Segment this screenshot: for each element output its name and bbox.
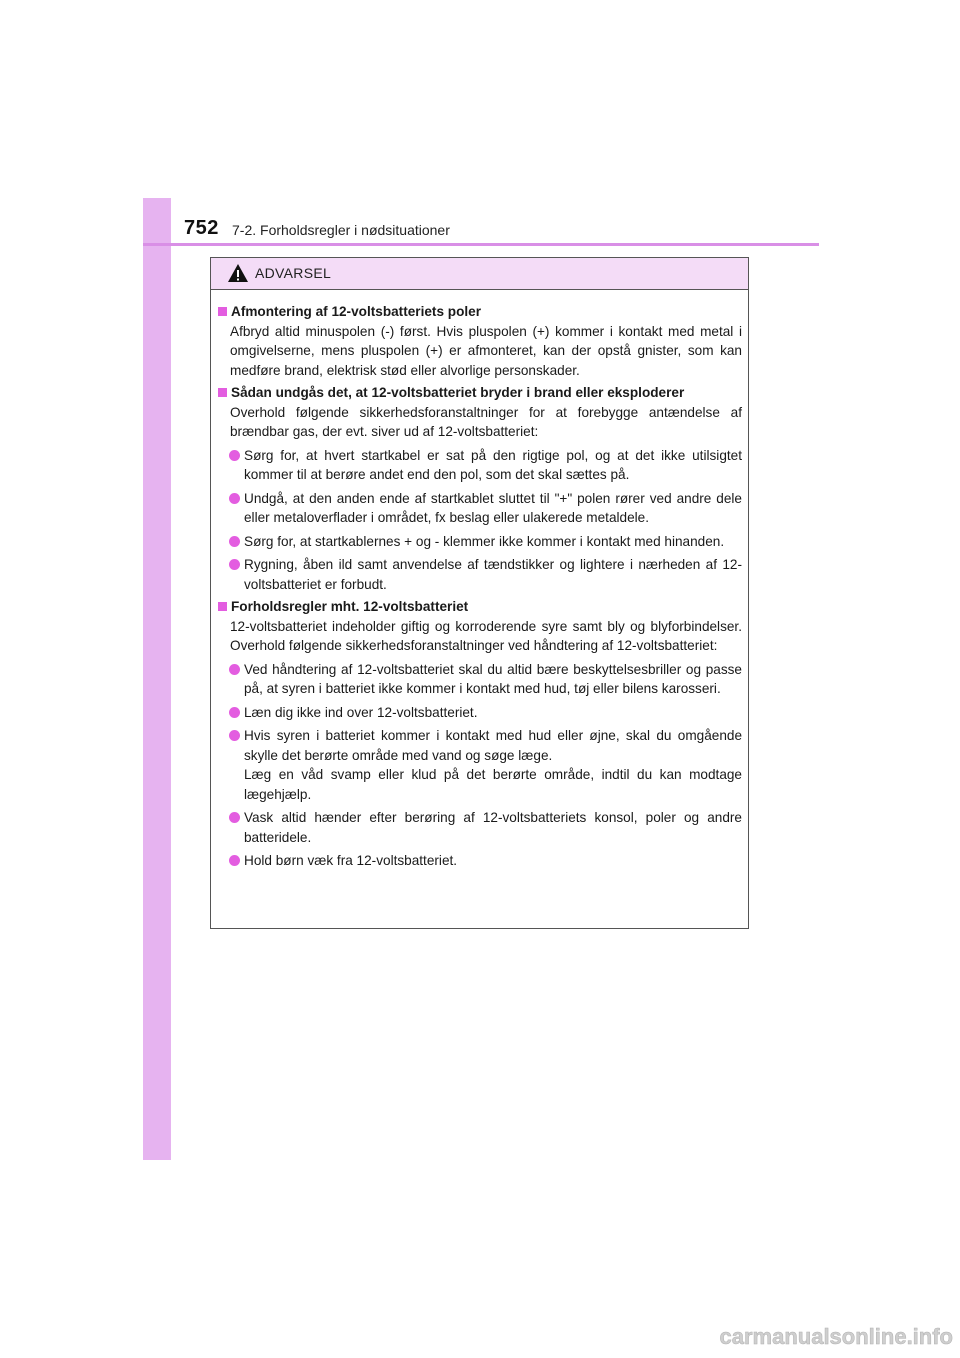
list-item-text: Sørg for, at startkablernes + og - klemmer ikke kommer i kontakt med hinanden. [244,533,725,549]
circle-bullet-icon [229,855,240,866]
list-item-text-block [244,726,742,804]
list-item [218,446,742,485]
list-item [218,726,742,804]
list-item-extra-text: Læg en våd svamp eller klud på det berørte område, indtil du kan modtage lægehjælp. [244,767,742,802]
circle-bullet-icon [229,450,240,461]
circle-bullet-icon [229,812,240,823]
section-heading-text: Forholdsregler mht. 12-voltsbatteriet [231,599,469,614]
list-item-text: Rygning, åben ild samt anvendelse af tændstikker og lightere i nærheden af 12-voltsbatteriet er forbudt. [244,557,742,592]
section-heading-text: Sådan undgås det, at 12-voltsbatteriet bryder i brand eller eksploderer [231,385,685,400]
list-item-text: Ved håndtering af 12-voltsbatteriet skal du altid bære beskyttelsesbriller og passe på, at syren i batteriet ikke kommer i kontakt med hud, tøj eller bilens karosseri. [244,661,742,696]
warning-header [211,258,748,290]
circle-bullet-icon [229,664,240,675]
chapter-sidebar-tab [143,198,171,1160]
list-item-text: Hold børn væk fra 12-voltsbatteriet. [244,853,458,868]
section-title: 7-2. Forholdsregler i nødsituationer [232,222,450,238]
list-item-text: Undgå, at den anden ende af startkablet sluttet til "+" polen rører ved andre dele eller metaloverflader i området, fx beslag eller ulakerede metaldele. [244,490,742,525]
square-bullet-icon [218,602,227,611]
circle-bullet-icon [229,559,240,570]
section-paragraph: 12-voltsbatteriet indeholder giftig og korroderende syre samt bly og blyforbindelser. Overhold følgende sikkerhedsforanstaltninger ved håndtering af 12-voltsbatteriet: [230,618,742,653]
list-item-text: Læn dig ikke ind over 12-voltsbatteriet. [244,704,478,720]
warning-triangle-icon [227,263,249,283]
section-paragraph: Overhold følgende sikkerhedsforanstaltninger for at forebygge antændelse af brændbar gas, der evt. siver ud af 12-voltsbatteriet: [230,404,742,439]
section-heading [218,383,742,403]
section-heading [218,302,742,322]
circle-bullet-icon [229,707,240,718]
list-item-text: Hvis syren i batteriet kommer i kontakt med hud eller øjne, skal du omgående skylle det berørte område med vand og søge læge. [244,728,742,763]
page-number: 752 [184,217,219,239]
list-item [218,703,742,723]
circle-bullet-icon [229,536,240,547]
list-item-text: Sørg for, at hvert startkabel er sat på den rigtige pol, og at det ikke utilsigtet kommer til at berøre andet end den pol, som det skal sættes på. [244,447,742,482]
list-item [218,851,742,871]
watermark-logo [698,1314,958,1354]
section-heading [218,597,742,617]
warning-body [211,290,748,871]
svg-text:carmanualsonline.info: carmanualsonline.info [719,1324,953,1349]
header-rule [143,243,819,246]
circle-bullet-icon [229,730,240,741]
list-item [218,489,742,528]
list-item [218,808,742,847]
square-bullet-icon [218,388,227,397]
square-bullet-icon [218,307,227,316]
list-item [218,555,742,594]
circle-bullet-icon [229,493,240,504]
list-item [218,660,742,699]
warning-box [210,257,749,929]
section-heading-text: Afmontering af 12-voltsbatteriets poler [231,304,482,319]
section-paragraph: Afbryd altid minuspolen (-) først. Hvis pluspolen (+) kommer i kontakt med metal i omgivelserne, mens pluspolen (+) er afmonteret, kan der opstå gnister, som kan medføre brand, elektrisk stød eller alvorlige personskader. [230,323,742,378]
list-item [218,532,742,552]
list-item-text: Vask altid hænder efter berøring af 12-voltsbatteriets konsol, poler og andre batteridele. [244,810,742,845]
warning-label: ADVARSEL [255,265,332,281]
